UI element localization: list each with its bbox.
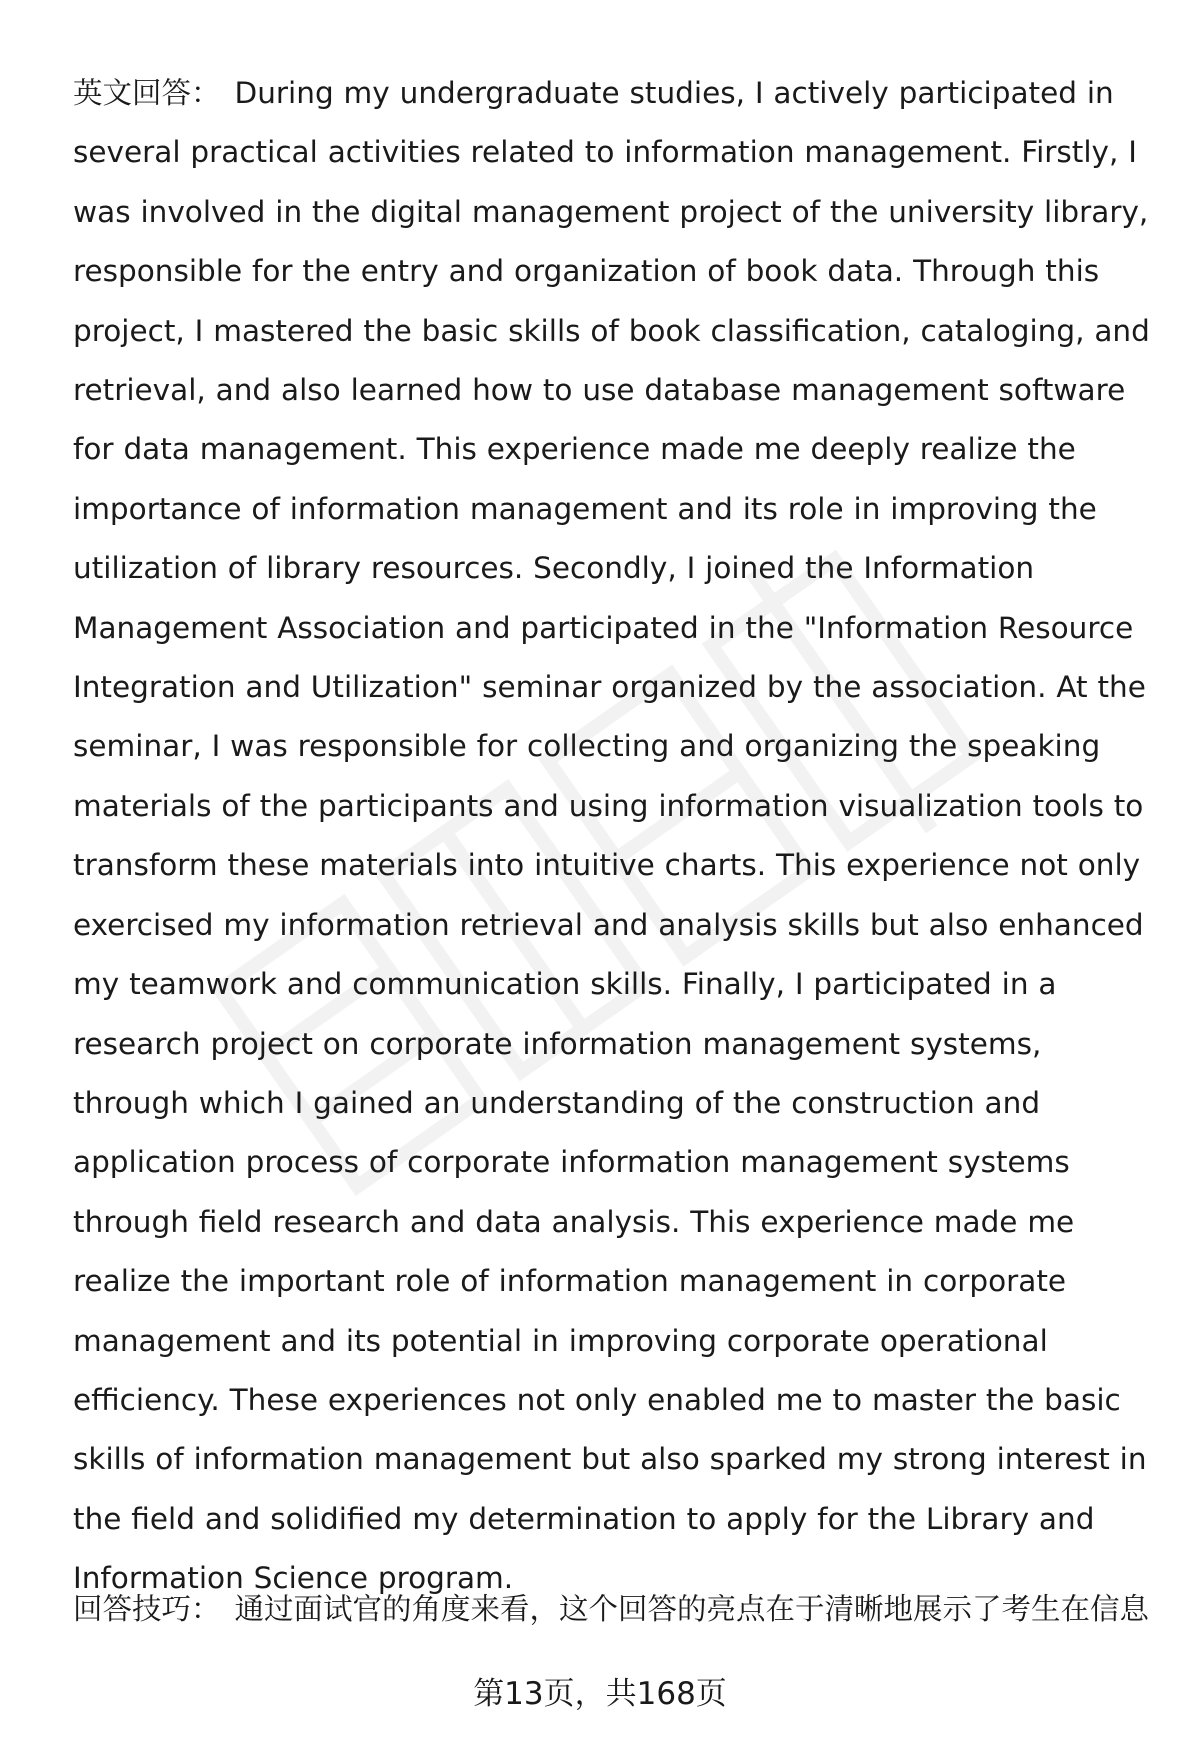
english-answer-paragraph — [73, 64, 1158, 1609]
answer-label: 英文回答： — [73, 76, 221, 110]
answer-tips-paragraph — [73, 1580, 1163, 1639]
page-number: 第13页，共168页 — [473, 1676, 727, 1712]
answer-text: During my undergraduate studies, I actively participated in several practical activities related to information management. Firstly, I was involved in the digital management project of the university library, responsible for the entry and organization of book data. Through this project, I mastered the basic skills of book classification, cataloging, and retrieval, and also learned how to use database management software for data management. This experience made me deeply realize the importance of information management and its role in improving the utilization of library resources. Secondly, I joined the Information Management Association and participated in the "Information Resource Integration and Utilization" seminar organized by the association. At the seminar, I was responsible for collecting and organizing the speaking materials of the participants and using information visualization tools to transform these materials into intuitive charts. This experience not only exercised my information retrieval and analysis skills but also enhanced my teamwork and communication skills. Finally, I participated in a research project on corporate information management systems, through which I gained an understanding of the construction and application process of corporate information management systems through field research and data analysis. This experience made me realize the important role of information management in corporate management and its potential in improving corporate operational efficiency. These experiences not only enabled me to master the basic skills of information management but also sparked my strong interest in the field and solidified my determination to apply for the Library and Information Science program. — [73, 76, 1150, 1596]
tips-text: 通过面试官的角度来看，这个回答的亮点在于清晰地展示了考生在信息 — [234, 1592, 1150, 1626]
tips-label: 回答技巧： — [73, 1592, 221, 1626]
